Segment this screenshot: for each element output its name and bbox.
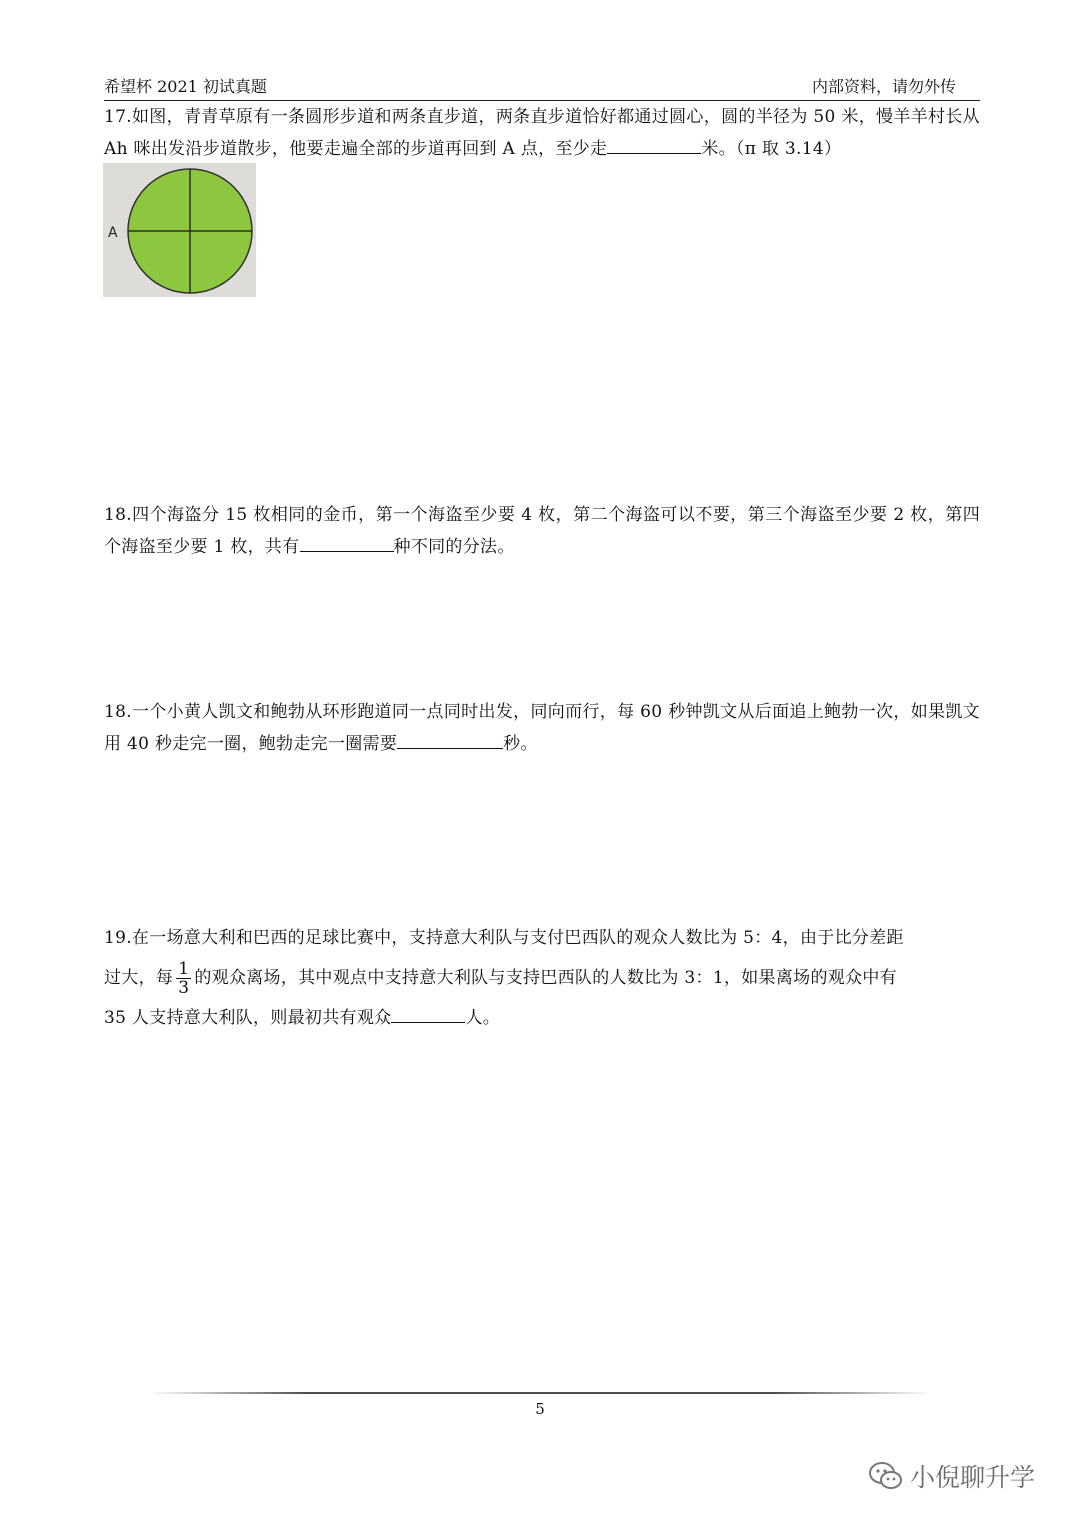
question-19-line2-start: 过大，每 [104,968,174,988]
answer-blank-19[interactable] [391,1002,465,1023]
footer-divider [150,1392,930,1394]
question-19-tail: 人。 [465,1008,501,1028]
watermark [868,1458,1035,1494]
question-19-line2 [104,955,980,1001]
point-a-label: A [108,225,118,241]
question-17 [104,101,980,165]
watermark-text: 小倪聊升学 [910,1463,1036,1492]
question-19 [104,923,980,1035]
wechat-icon [868,1461,904,1491]
answer-blank-18-coins[interactable] [300,531,394,552]
question-18-coins-text: 18.四个海盗分 15 枚相同的金币，第一个海盗至少要 4 枚，第二个海盗可以不要，第三个海盗至少要 2 枚，第四个海盗至少要 1 枚，共有 [104,505,980,557]
fraction-denominator: 3 [178,977,190,998]
answer-blank-17[interactable] [607,133,701,154]
page-number: 5 [535,1400,545,1418]
question-19-line3-text: 35 人支持意大利队，则最初共有观众 [104,1008,392,1028]
answer-blank-18-runners[interactable] [397,728,503,749]
question-18-runners-text: 18.一个小黄人凯文和鲍勃从环形跑道同一点同时出发，同向而行，每 60 秒钟凯文从后面追上鲍勃一次，如果凯文用 40 秒走完一圈，鲍勃走完一圈需要 [104,702,980,754]
question-18-coins [104,499,980,563]
fraction-numerator: 1 [178,958,190,979]
circle-path-figure [103,163,256,297]
question-19-line1: 19.在一场意大利和巴西的足球比赛中，支持意大利队与支付巴西队的观众人数比为 5：4，由于比分差距 [104,928,904,948]
question-19-line3 [104,1001,980,1035]
header-title: 希望杯 2021 初试真题 [104,77,267,96]
header-notice: 内部资料，请勿外传 [811,77,956,96]
question-17-text: 17.如图，青青草原有一条圆形步道和两条直步道，两条直步道恰好都通过圆心，圆的半径为 50 米，慢羊羊村长从 Ah 咪出发沿步道散步，他要走遍全部的步道再回到 A 点，至少走 [104,107,980,159]
circle-diagram [103,163,256,297]
question-18-coins-tail: 种不同的分法。 [393,537,515,557]
question-18-runners-tail: 秒。 [503,734,538,754]
fraction-one-third [176,960,191,997]
question-18-runners [104,696,980,760]
question-19-line2-end: 的观众离场，其中观点中支持意大利队与支持巴西队的人数比为 3：1，如果离场的观众中有 [194,968,897,988]
question-17-tail: 米。（π 取 3.14） [701,139,842,159]
